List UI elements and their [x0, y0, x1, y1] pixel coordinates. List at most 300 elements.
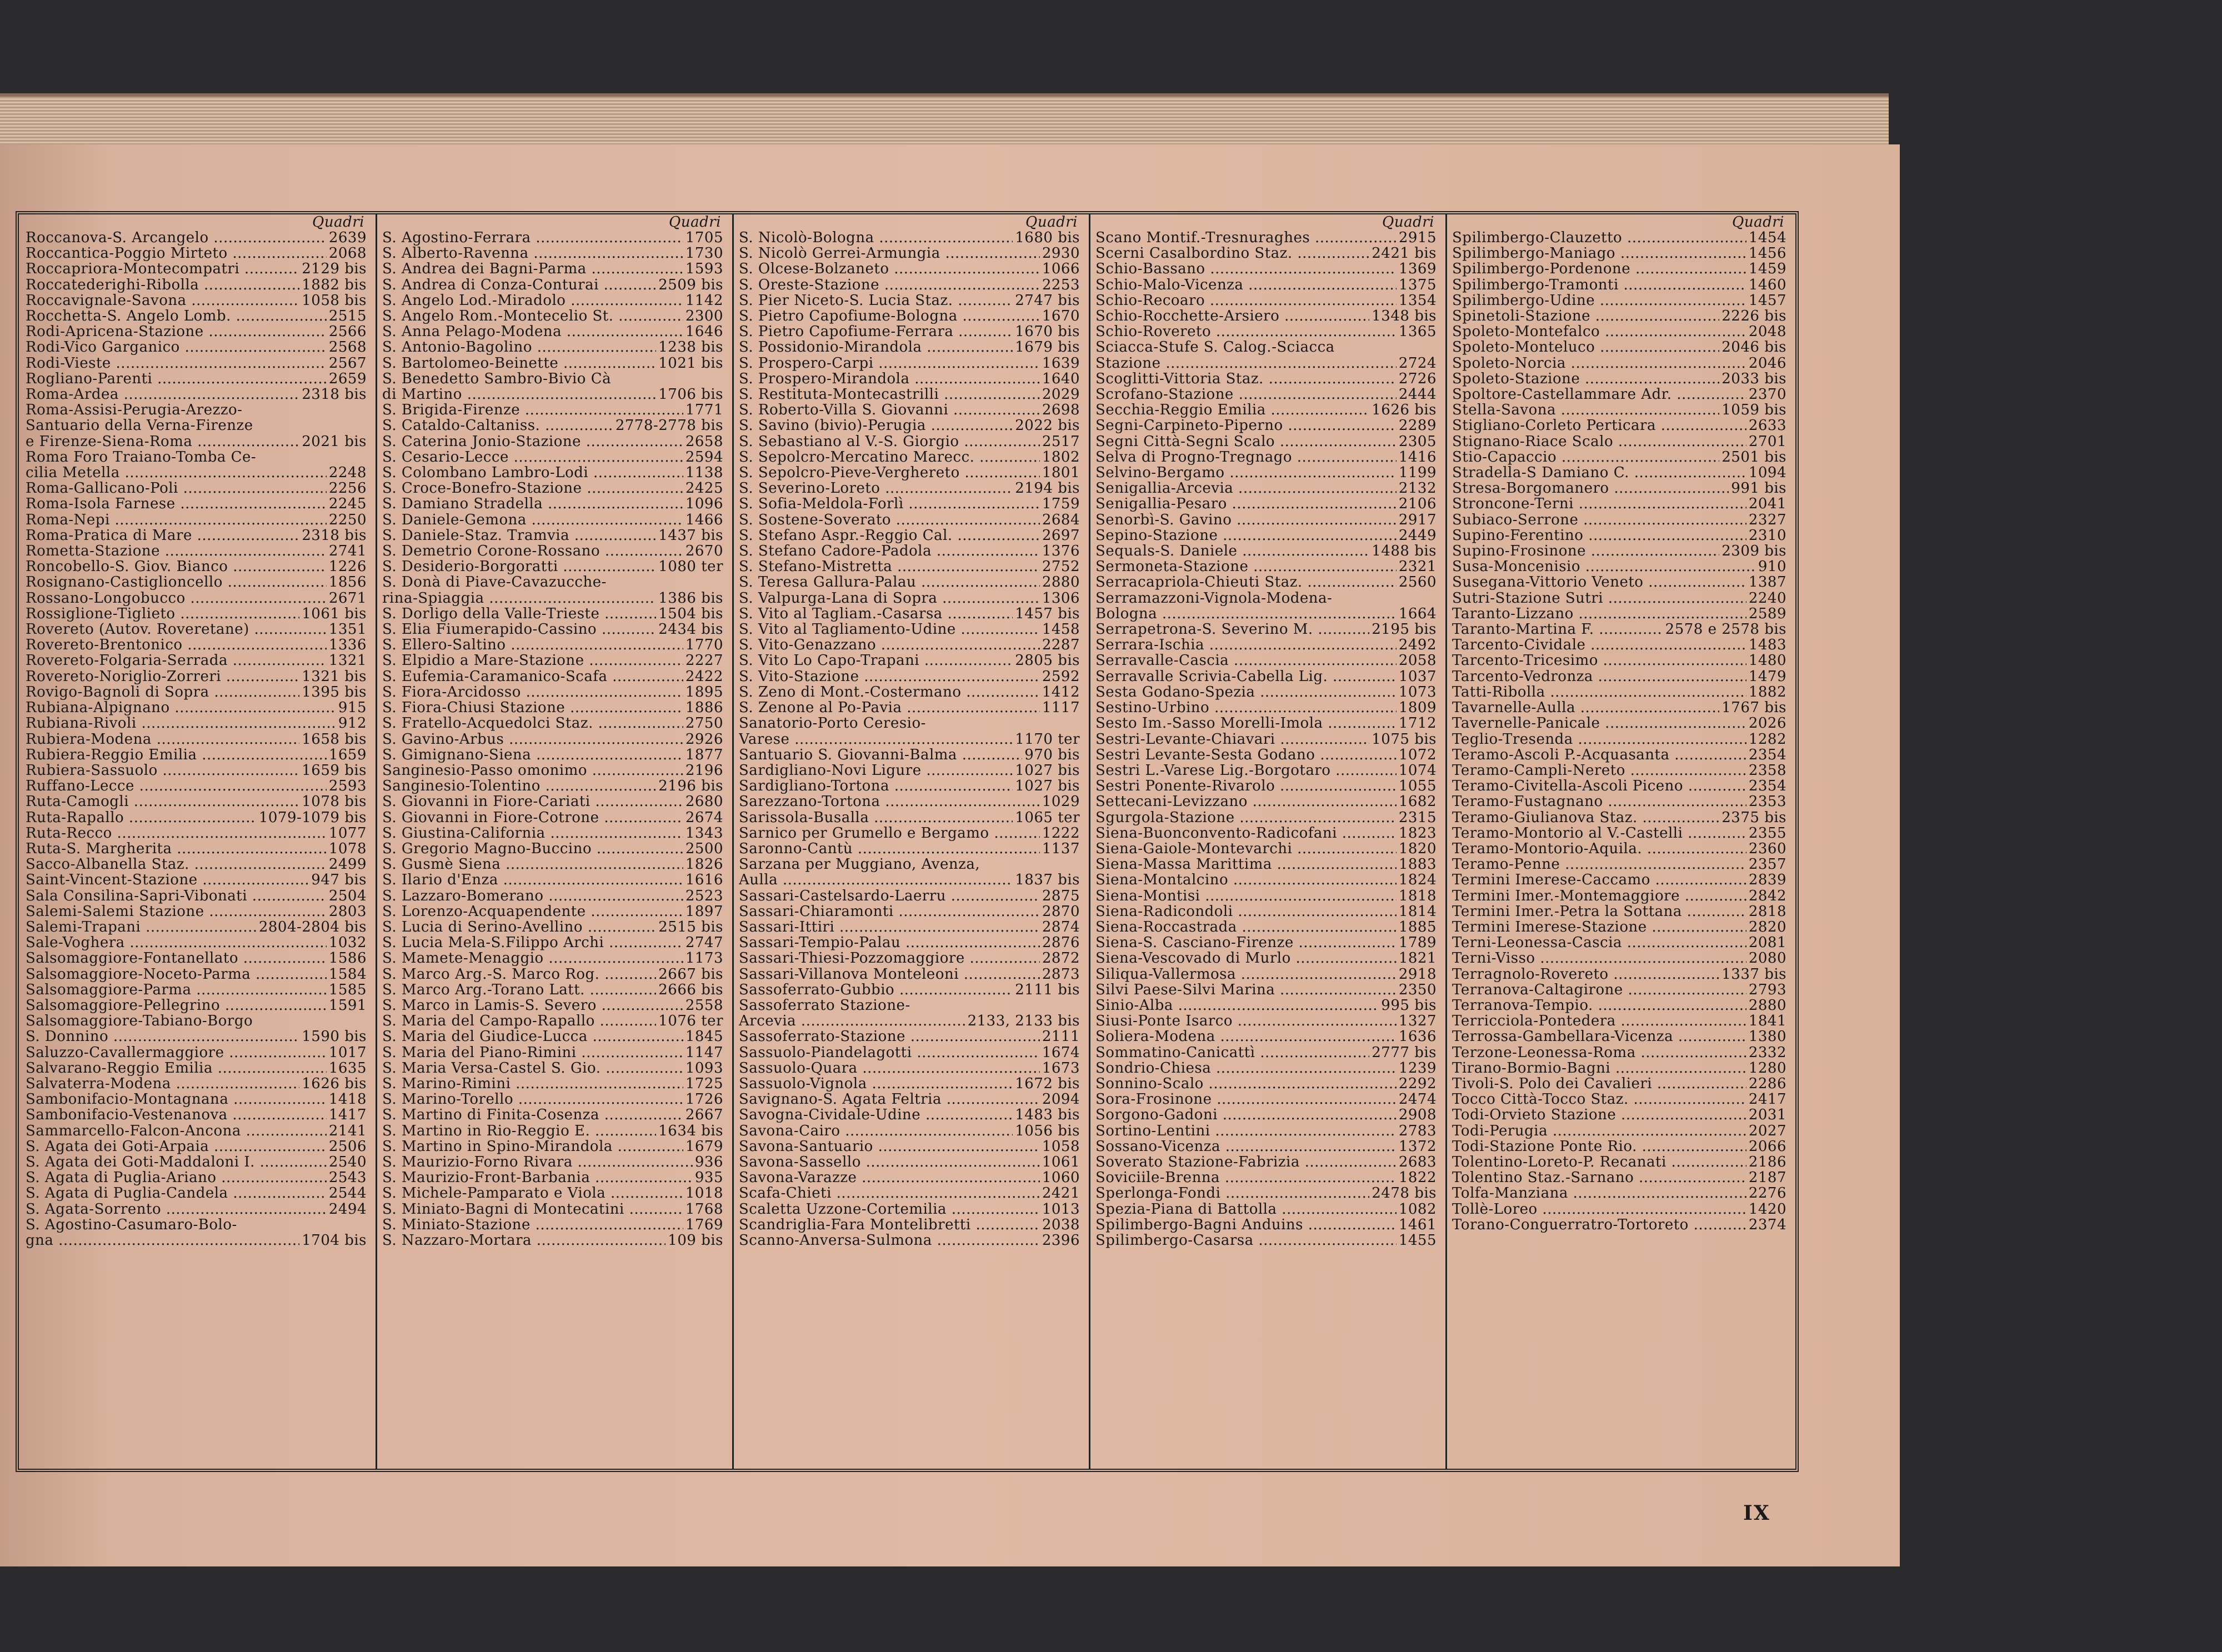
entry-route: Sortino-Lentini .....: [1095, 1123, 1397, 1139]
entry-route: S. Agata di Puglia-Candela .....: [26, 1185, 327, 1201]
index-entry: [1089, 402, 1445, 418]
entry-route: S. Damiano Stradella .....: [382, 496, 683, 512]
index-entry: [19, 1202, 376, 1217]
entry-route: Sermoneta-Stazione .....: [1095, 559, 1397, 574]
entry-table-number: 2777 bis: [1372, 1044, 1437, 1060]
index-entry: [732, 622, 1089, 637]
index-entry: [19, 528, 376, 543]
entry-table-number: 2567: [328, 355, 367, 371]
index-entry: [19, 684, 376, 700]
index-entry: [732, 1013, 1089, 1029]
index-entry: [732, 356, 1089, 371]
entry-route: S. Vito-Stazione .....: [739, 669, 1040, 684]
entry-route: Serravalle-Cascia .....: [1095, 653, 1397, 668]
index-entry: [19, 559, 376, 574]
index-entry: [19, 888, 376, 904]
index-entry: [1445, 371, 1795, 387]
entry-route: Sardigliano-Tortona .....: [739, 778, 1013, 794]
entry-table-number: 2318 bis: [302, 527, 367, 544]
entry-table-number: 2876: [1042, 935, 1080, 951]
index-entry: [1089, 825, 1445, 841]
entry-table-number: 1712: [1398, 715, 1437, 732]
entry-table-number: 1018: [685, 1185, 723, 1202]
entry-table-number: 1336: [328, 637, 367, 653]
entry-route: Taranto-Martina F. .....: [1452, 622, 1663, 637]
entry-route: Terranova-Caltagirone .....: [1452, 982, 1746, 998]
entry-table-number: 970 bis: [1024, 747, 1080, 763]
entry-table-number: 2778-2778 bis: [615, 418, 723, 434]
entry-table-number: 2029: [1042, 387, 1080, 403]
index-entry: [1445, 669, 1795, 684]
index-entry: [376, 637, 732, 653]
entry-table-number: 2276: [1748, 1185, 1786, 1202]
entry-route: Roma-Gallicano-Poli .....: [26, 480, 327, 496]
entry-route: cilia Metella .....: [26, 465, 327, 480]
entry-table-number: 1673: [1042, 1060, 1080, 1076]
entry-table-number: 1802: [1042, 449, 1080, 465]
entry-table-number: 2350: [1398, 982, 1437, 998]
index-entry: [376, 261, 732, 277]
entry-route: Tolentino-Loreto-P. Recanati .....: [1452, 1154, 1746, 1170]
entry-route: Sinio-Alba .....: [1095, 998, 1379, 1013]
entry-table-number: 2132: [1398, 480, 1437, 497]
index-entry: [19, 402, 376, 418]
entry-route: S. Fiora-Arcidosso .....: [382, 684, 683, 700]
entry-route: Saluzzo-Cavallermaggiore .....: [26, 1045, 327, 1060]
entry-table-number: 1073: [1398, 684, 1437, 700]
entry-route: Sassuolo-Piandelagotti .....: [739, 1045, 1040, 1060]
entry-table-number: 1013: [1042, 1201, 1080, 1217]
entry-route: Senorbì-S. Gavino .....: [1095, 512, 1397, 528]
entry-route: Siena-Roccastrada .....: [1095, 919, 1397, 935]
book-page: [0, 144, 1900, 1566]
entry-route: S. Pier Niceto-S. Lucia Staz. .....: [739, 293, 1013, 308]
entry-table-number: 2027: [1748, 1123, 1786, 1139]
index-entry: [1445, 872, 1795, 888]
entry-table-number: 1635: [328, 1060, 367, 1076]
entry-table-number: 1458: [1042, 622, 1080, 638]
entry-route: S. Stefano-Mistretta .....: [739, 559, 1040, 574]
index-entry: [376, 1233, 732, 1248]
entry-table-number: 1386 bis: [658, 590, 723, 606]
entry-route: Susa-Moncenisio .....: [1452, 559, 1756, 574]
index-entry: [732, 872, 1089, 888]
entry-route: Sonnino-Scalo .....: [1095, 1076, 1397, 1092]
entry-table-number: 2803: [328, 903, 367, 919]
index-entry: [1445, 293, 1795, 308]
entry-route: Stella-Savona .....: [1452, 402, 1719, 418]
index-entry: [19, 1013, 376, 1029]
entry-route: Scanno-Anversa-Sulmona .....: [739, 1233, 1040, 1248]
entry-table-number: 2747 bis: [1015, 292, 1080, 309]
entry-route: Teglio-Tresenda .....: [1452, 732, 1746, 747]
entry-route: Roma-Isola Farnese .....: [26, 496, 327, 512]
index-entry: [1089, 339, 1445, 355]
index-entry: [1445, 465, 1795, 480]
entry-route: S. Martino in Spino-Mirandola .....: [382, 1139, 683, 1154]
entry-route: Todi-Stazione Ponte Rio. .....: [1452, 1139, 1746, 1154]
entry-route: Roccatederighi-Ribolla .....: [26, 277, 299, 293]
entry-table-number: 109 bis: [668, 1233, 723, 1249]
entry-table-number: 2566: [328, 324, 367, 340]
index-entry: [732, 606, 1089, 622]
entry-table-number: 2750: [685, 715, 723, 732]
entry-table-number: 1065 ter: [1015, 809, 1080, 825]
index-entry: [1089, 559, 1445, 574]
entry-table-number: 2666 bis: [658, 982, 723, 998]
entry-route: S. Fratello-Acquedolci Staz. .....: [382, 715, 683, 731]
entry-route: Scafa-Chieti .....: [739, 1185, 1040, 1201]
entry-route: Segni-Carpineto-Piperno .....: [1095, 418, 1397, 433]
index-entry: [1089, 1217, 1445, 1233]
entry-route: Sora-Frosinone .....: [1095, 1092, 1397, 1107]
index-entry: [1445, 606, 1795, 622]
index-entry: [376, 480, 732, 496]
entry-route: Salemi-Trapani .....: [26, 919, 257, 935]
entry-table-number: 2804-2804 bis: [258, 919, 367, 935]
index-entry: [732, 434, 1089, 449]
entry-route: Bologna .....: [1095, 606, 1397, 622]
index-entry: [732, 574, 1089, 590]
entry-route: Sassari-Ittiri .....: [739, 919, 1040, 935]
entry-table-number: 1082: [1398, 1201, 1437, 1217]
index-entry: [376, 559, 732, 574]
index-entry: [376, 935, 732, 950]
index-entry: [19, 434, 376, 449]
entry-table-number: 2506: [328, 1138, 367, 1154]
entry-table-number: 2396: [1042, 1233, 1080, 1249]
entry-route: Rovereto-Noriglio-Zorreri .....: [26, 669, 299, 684]
index-entry: [19, 919, 376, 935]
page-number: IX: [1743, 1501, 1770, 1525]
index-entry: [1089, 512, 1445, 528]
entry-table-number: 1801: [1042, 465, 1080, 481]
entry-table-number: 1078: [328, 840, 367, 857]
index-entry: [19, 1076, 376, 1092]
index-entry: [1089, 574, 1445, 590]
entry-route: Salvarano-Reggio Emilia .....: [26, 1060, 327, 1076]
entry-table-number: 915: [338, 700, 367, 716]
entry-table-number: 1138: [685, 465, 723, 481]
entry-route: Siena-Massa Marittima .....: [1095, 857, 1397, 872]
entry-route: Schio-Rocchette-Arsiero .....: [1095, 308, 1369, 324]
entry-table-number: 1480: [1748, 653, 1786, 669]
entry-route: S. Cataldo-Caltaniss. .....: [382, 418, 613, 433]
index-entry: [1445, 528, 1795, 543]
index-entry: [376, 1013, 732, 1029]
index-entry: [376, 825, 732, 841]
entry-table-number: 2667: [685, 1107, 723, 1123]
entry-table-number: 1674: [1042, 1044, 1080, 1060]
entry-table-number: 1679 bis: [1015, 339, 1080, 356]
index-entry: [19, 465, 376, 480]
entry-table-number: 1170 ter: [1015, 731, 1080, 747]
entry-route: Sale-Voghera .....: [26, 935, 327, 950]
entry-table-number: 1646: [685, 324, 723, 340]
index-entry: [1445, 574, 1795, 590]
entry-table-number: 1672 bis: [1015, 1075, 1080, 1092]
entry-table-number: 1173: [685, 950, 723, 967]
entry-route: Ruta-S. Margherita .....: [26, 841, 327, 857]
index-entry: [1089, 324, 1445, 339]
index-entry: [1445, 324, 1795, 339]
index-entry: [732, 1060, 1089, 1076]
entry-table-number: 1056 bis: [1015, 1123, 1080, 1139]
entry-route: Sondrio-Chiesa .....: [1095, 1060, 1397, 1076]
index-entry: [19, 308, 376, 324]
index-entry: [732, 747, 1089, 763]
entry-route: Ruta-Recco .....: [26, 825, 327, 841]
index-entry: [376, 308, 732, 324]
entry-table-number: 2021 bis: [302, 433, 367, 449]
entry-route: Sepino-Stazione .....: [1095, 528, 1397, 543]
entry-route: Sambonifacio-Montagnana .....: [26, 1092, 327, 1107]
entry-route: Roma-Pratica di Mare .....: [26, 528, 299, 543]
entry-table-number: 2741: [328, 543, 367, 559]
entry-route: S. Maria Versa-Castel S. Gio. .....: [382, 1060, 683, 1076]
entry-table-number: 2880: [1042, 574, 1080, 590]
entry-table-number: 2671: [328, 590, 367, 606]
entry-table-number: 1585: [328, 982, 367, 998]
index-entry: [376, 700, 732, 715]
entry-route: S. Croce-Bonefro-Stazione .....: [382, 480, 683, 496]
entry-route: S. Sepolcro-Mercatino Marecc. .....: [739, 449, 1040, 465]
entry-table-number: 1837 bis: [1015, 872, 1080, 888]
entry-table-number: 1420: [1748, 1201, 1786, 1217]
entry-table-number: 2540: [328, 1154, 367, 1170]
index-entry: [1445, 590, 1795, 606]
entry-route: Torano-Conguerratro-Tortoreto .....: [1452, 1217, 1746, 1233]
index-entry: [1445, 1139, 1795, 1154]
index-entry: [732, 1185, 1089, 1201]
entry-route: S. Ilario d'Enza .....: [382, 872, 683, 888]
entry-route: Sassoferrato-Gubbio .....: [739, 982, 1013, 998]
entry-table-number: 1387: [1748, 574, 1786, 590]
entry-table-number: 2321: [1398, 559, 1437, 575]
entry-route: Sestri L.-Varese Lig.-Borgotaro .....: [1095, 763, 1397, 778]
entry-table-number: 1239: [1398, 1060, 1437, 1076]
entry-route: Tolentino Staz.-Sarnano .....: [1452, 1170, 1746, 1185]
entry-table-number: 1416: [1398, 449, 1437, 465]
entry-table-number: 2478 bis: [1372, 1185, 1437, 1202]
index-entry: [732, 1233, 1089, 1248]
index-entry: [1445, 1107, 1795, 1123]
entry-table-number: 1059 bis: [1721, 402, 1786, 418]
index-entry: [1089, 1045, 1445, 1060]
entry-route: S. Maria del Piano-Rimini .....: [382, 1045, 683, 1060]
index-entry: [376, 449, 732, 465]
index-entry: [1089, 1202, 1445, 1217]
entry-table-number: 2106: [1398, 496, 1437, 512]
entry-route: Stroncone-Terni .....: [1452, 496, 1746, 512]
index-entry: [1445, 684, 1795, 700]
entry-table-number: 2309 bis: [1721, 543, 1786, 559]
index-entry: [1089, 1154, 1445, 1170]
entry-table-number: 2509 bis: [658, 277, 723, 293]
entry-table-number: 2578 e 2578 bis: [1665, 622, 1786, 638]
entry-table-number: 1856: [328, 574, 367, 590]
entry-route: Teramo-Civitella-Ascoli Piceno .....: [1452, 778, 1746, 794]
entry-route: Stradella-S Damiano C. .....: [1452, 465, 1746, 480]
index-entry: [1089, 230, 1445, 246]
index-entry: [732, 1139, 1089, 1154]
entry-route: Stazione .....: [1095, 356, 1397, 371]
entry-table-number: 1826: [685, 857, 723, 873]
entry-table-number: [364, 402, 367, 418]
entry-route: S. Severino-Loreto .....: [739, 480, 1013, 496]
entry-table-number: 2880: [1748, 997, 1786, 1014]
entry-route: S. Savino (bivio)-Perugia .....: [739, 418, 1013, 433]
entry-route: S. Ellero-Saltino .....: [382, 637, 683, 653]
entry-route: S. Antonio-Bagolino .....: [382, 339, 656, 355]
index-entry: [1445, 1045, 1795, 1060]
index-entry: [1445, 387, 1795, 402]
entry-route: S. Donnino .....: [26, 1029, 299, 1044]
entry-table-number: 2227: [685, 653, 723, 669]
index-entry: [1445, 418, 1795, 433]
entry-route: S. Anna Pelago-Modena .....: [382, 324, 683, 339]
index-entry: [732, 967, 1089, 982]
entry-route: S. Pietro Capofiume-Bologna .....: [739, 308, 1040, 324]
entry-route: Roccanova-S. Arcangelo .....: [26, 230, 327, 246]
entry-route: Siena-Radicondoli .....: [1095, 904, 1397, 919]
entry-route: Sesto Im.-Sasso Morelli-Imola .....: [1095, 715, 1397, 731]
index-entry: [1445, 1013, 1795, 1029]
entry-table-number: 1380: [1748, 1029, 1786, 1045]
entry-table-number: 2670: [685, 543, 723, 559]
index-entry: [376, 622, 732, 637]
index-entry: [376, 669, 732, 684]
index-entry: [1445, 778, 1795, 794]
entry-route: Sestri-Levante-Chiavari .....: [1095, 732, 1369, 747]
entry-route: Rogliano-Parenti .....: [26, 371, 327, 387]
entry-route: Sacco-Albanella Staz. .....: [26, 857, 327, 872]
column-header: Quadri: [1382, 214, 1434, 231]
index-entry: [376, 293, 732, 308]
index-entry: [19, 371, 376, 387]
entry-table-number: 935: [694, 1170, 723, 1186]
entry-route: Siena-Vescovado di Murlo .....: [1095, 950, 1397, 966]
index-entry: [732, 1123, 1089, 1139]
index-entry: [732, 857, 1089, 872]
entry-route: Serravalle Scrivia-Cabella Lig. .....: [1095, 669, 1397, 684]
entry-route: Savona-Varazze .....: [739, 1170, 1040, 1185]
index-entry: [732, 715, 1089, 731]
entry-table-number: 1730: [685, 246, 723, 262]
entry-route: Spilimbergo-Tramonti .....: [1452, 277, 1746, 293]
index-entry: [1089, 1092, 1445, 1107]
entry-route: Salsomaggiore-Parma .....: [26, 982, 327, 998]
entry-table-number: [721, 574, 723, 590]
entry-route: Serrara-Ischia .....: [1095, 637, 1397, 653]
index-entry: [376, 715, 732, 731]
index-entry: [376, 919, 732, 935]
entry-table-number: 2354: [1748, 747, 1786, 763]
index-entry: [732, 387, 1089, 402]
entry-route: S. Oreste-Stazione .....: [739, 277, 1040, 293]
entry-table-number: 2499: [328, 857, 367, 873]
entry-route: Roccapriora-Montecompatri .....: [26, 261, 299, 277]
index-entry: [19, 810, 376, 825]
entry-table-number: 2425: [685, 480, 723, 497]
entry-table-number: 1882: [1748, 684, 1786, 700]
entry-route: Schio-Malo-Vicenza .....: [1095, 277, 1397, 293]
index-entry: [732, 465, 1089, 480]
entry-table-number: 2492: [1398, 637, 1437, 653]
index-entry: [1089, 480, 1445, 496]
entry-table-number: 2048: [1748, 324, 1786, 340]
entry-route: Arcevia .....: [739, 1013, 965, 1029]
index-entry: [1445, 653, 1795, 668]
entry-table-number: 1670: [1042, 308, 1080, 324]
entry-route: S. Miniato-Stazione .....: [382, 1217, 683, 1233]
entry-route: Sardigliano-Novi Ligure .....: [739, 763, 1013, 778]
entry-route: Senigallia-Arcevia .....: [1095, 480, 1397, 496]
index-entry: [1089, 496, 1445, 512]
entry-route: Schio-Rovereto .....: [1095, 324, 1397, 339]
entry-table-number: 2318 bis: [302, 387, 367, 403]
index-entry: [19, 904, 376, 919]
index-entry: [19, 1092, 376, 1107]
index-entry: [1089, 1013, 1445, 1029]
entry-table-number: 2915: [1398, 230, 1437, 246]
index-entry: [732, 1092, 1089, 1107]
index-entry: [376, 967, 732, 982]
index-entry: [1445, 1092, 1795, 1107]
entry-table-number: 1369: [1398, 261, 1437, 277]
index-entry: [19, 1123, 376, 1139]
index-entry: [19, 763, 376, 778]
index-entry: [376, 794, 732, 809]
entry-route: Spilimbergo-Clauzetto .....: [1452, 230, 1746, 246]
entry-route: Sarissola-Busalla .....: [739, 810, 1013, 825]
entry-route: S. Roberto-Villa S. Giovanni .....: [739, 402, 1040, 418]
entry-route: Scoglitti-Vittoria Staz. .....: [1095, 371, 1397, 387]
index-entry: [732, 935, 1089, 950]
entry-route: Schio-Recoaro .....: [1095, 293, 1397, 308]
index-entry: [376, 590, 732, 606]
entry-route: S. Andrea di Conza-Conturai .....: [382, 277, 656, 293]
entry-table-number: 1659 bis: [302, 762, 367, 779]
entry-table-number: 1466: [685, 512, 723, 528]
index-entry: [1089, 950, 1445, 966]
index-entry: [1445, 732, 1795, 747]
entry-table-number: 1076 ter: [658, 1013, 723, 1029]
entry-table-number: 2081: [1748, 935, 1786, 951]
entry-route: S. Bartolomeo-Beinette .....: [382, 356, 656, 371]
entry-table-number: 1354: [1398, 292, 1437, 309]
index-entry: [1445, 512, 1795, 528]
entry-route: Sanginesio-Passo omonimo .....: [382, 763, 683, 778]
entry-route: S. Angelo Rom.-Montecelio St. .....: [382, 308, 683, 324]
index-entry: [376, 465, 732, 480]
entry-route: Siena-Buonconvento-Radicofani .....: [1095, 825, 1397, 841]
index-entry: [19, 293, 376, 308]
entry-route: S. Demetrio Corone-Rossano .....: [382, 543, 683, 559]
entry-route: S. Brigida-Firenze .....: [382, 402, 683, 418]
entry-table-number: 2908: [1398, 1107, 1437, 1123]
index-entry: [732, 230, 1089, 246]
entry-table-number: 1226: [328, 559, 367, 575]
entry-route: Rovereto-Folgaria-Serrada .....: [26, 653, 327, 668]
entry-route: S. Martino di Finita-Cosenza .....: [382, 1107, 683, 1123]
index-entry: [376, 763, 732, 778]
entry-route: gna .....: [26, 1233, 299, 1248]
entry-table-number: 2421 bis: [1372, 246, 1437, 262]
entry-table-number: 2292: [1398, 1075, 1437, 1092]
entry-table-number: 2592: [1042, 668, 1080, 684]
index-entry: [1445, 496, 1795, 512]
